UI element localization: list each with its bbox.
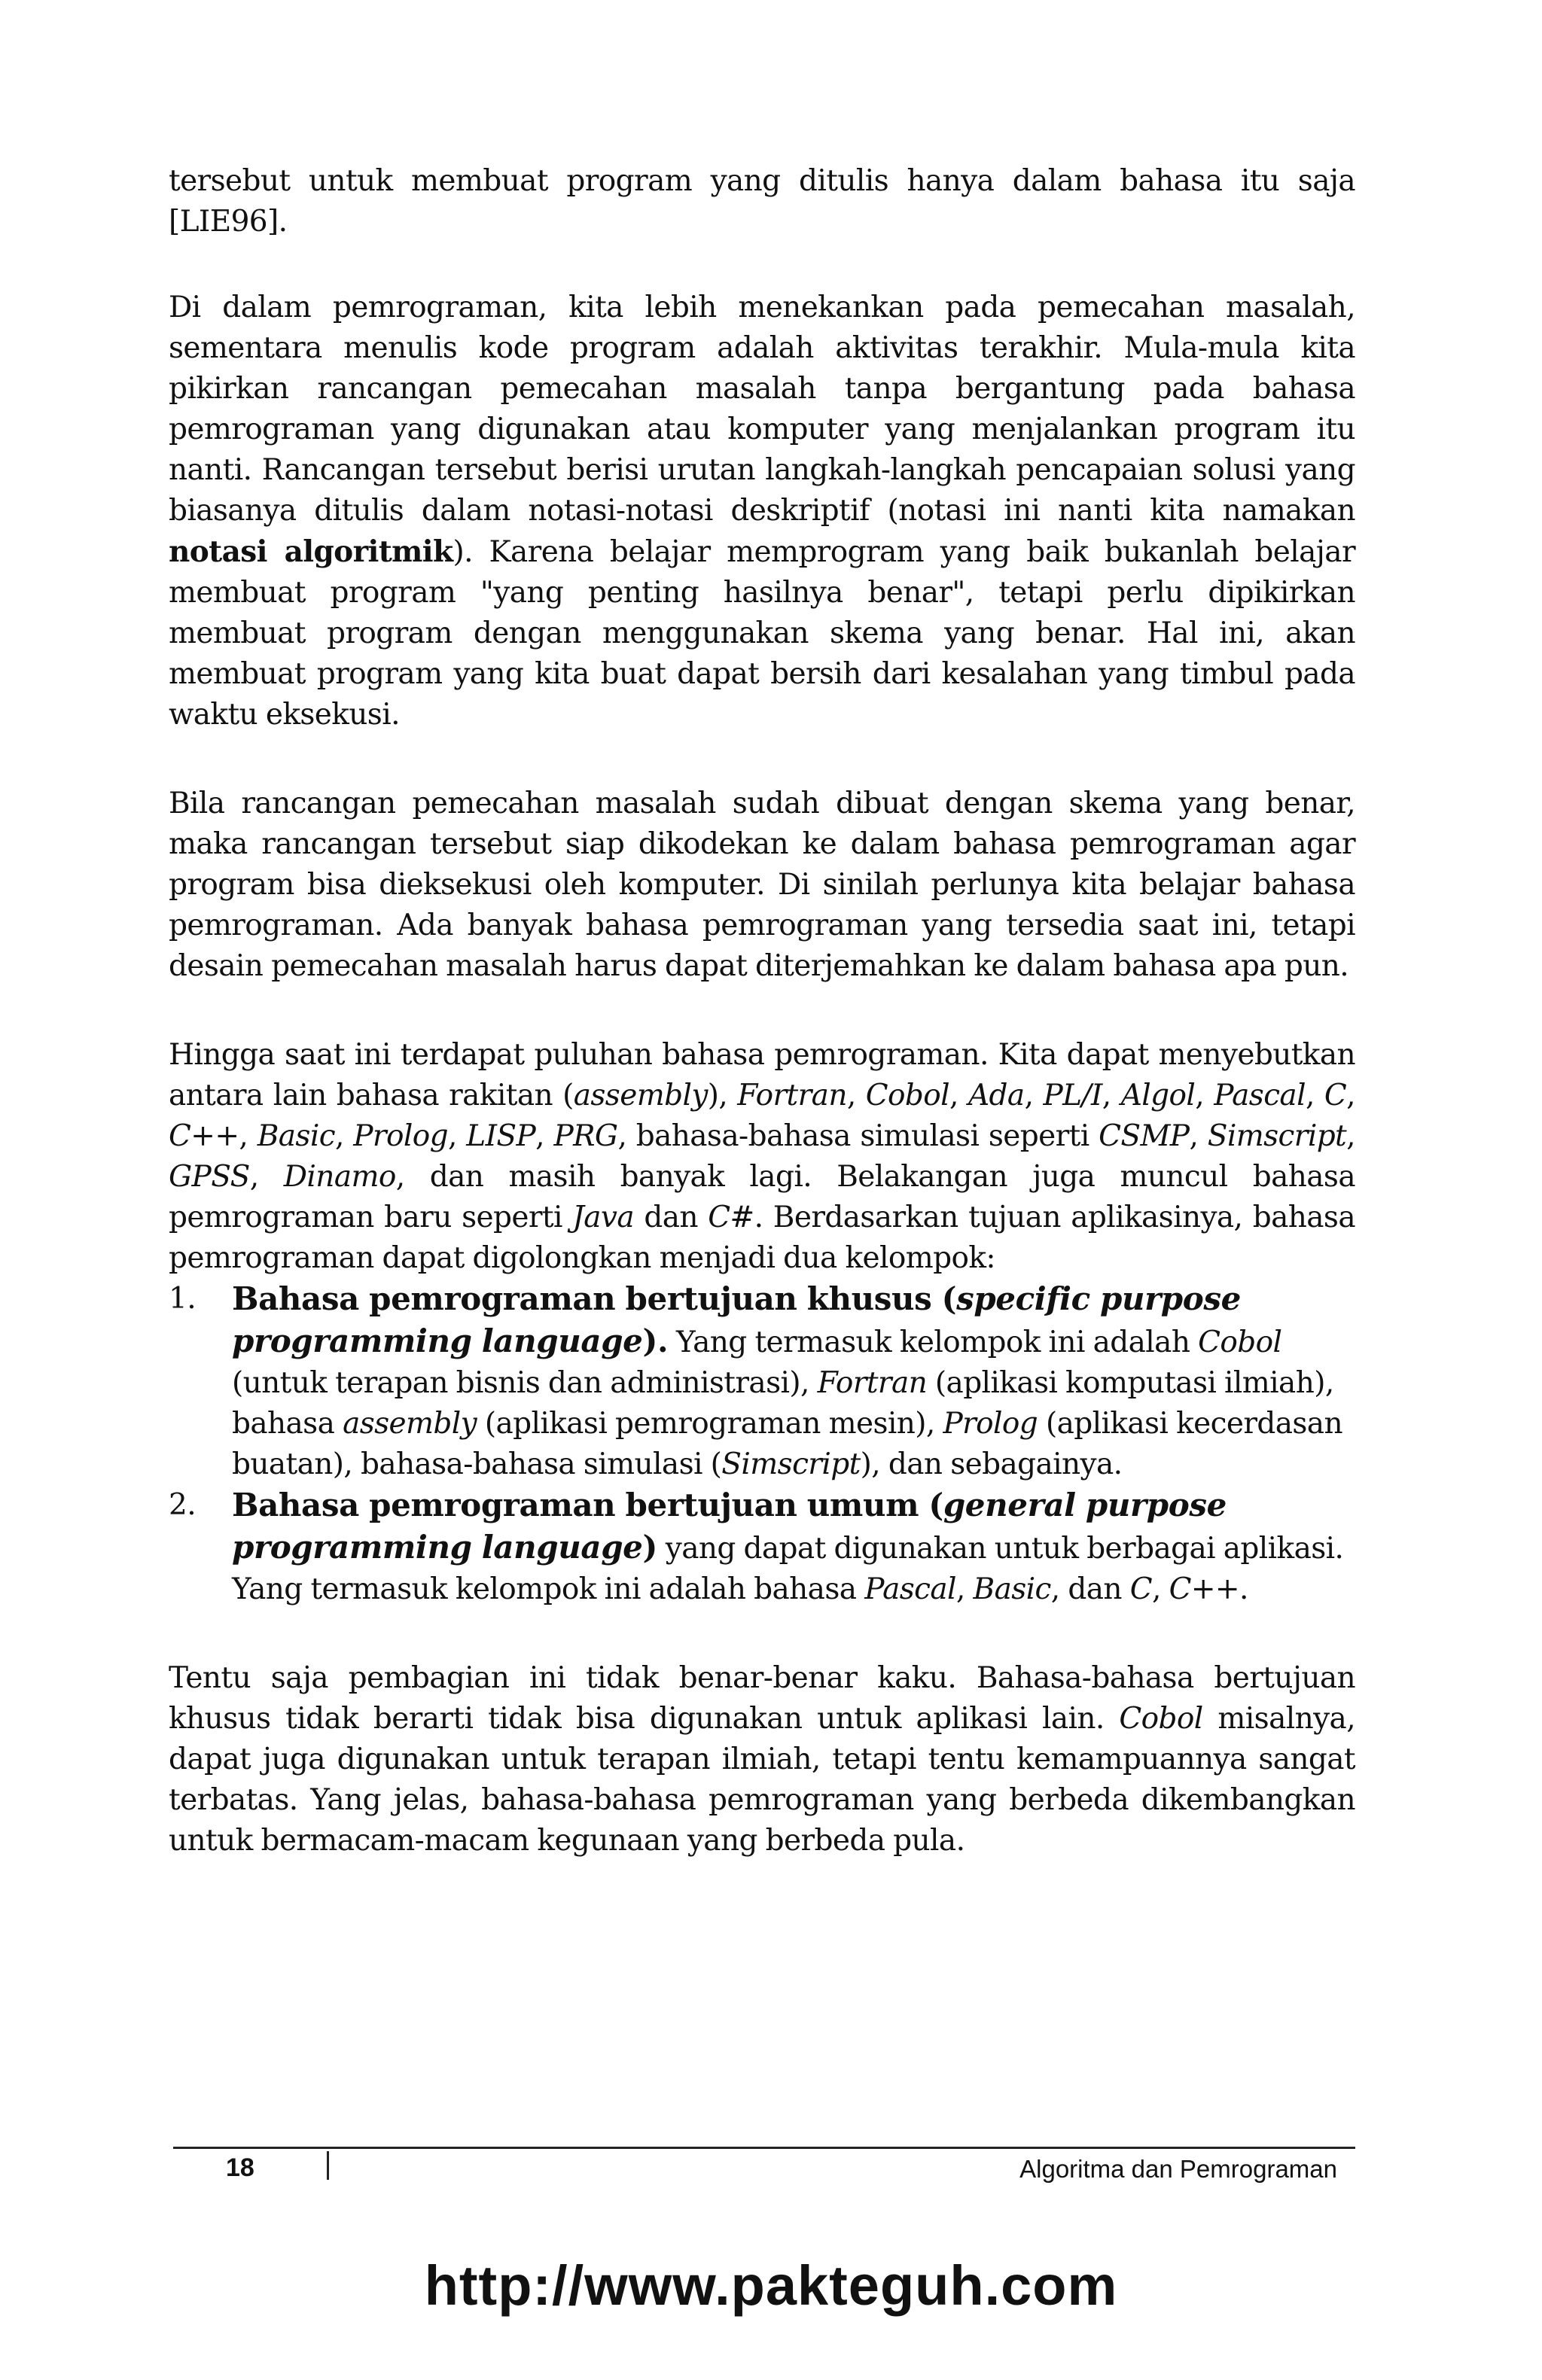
list-number: 2.: [169, 1488, 197, 1522]
watermark-url: http://www.pakteguh.com: [424, 2254, 1118, 2317]
list-heading: Bahasa pemrograman bertujuan umum (general purpose programming language): [232, 1487, 1227, 1566]
term-notasi-algoritmik: notasi algoritmik: [169, 534, 453, 569]
paragraph-intro-continuation: [169, 161, 1355, 242]
footer-separator: [327, 2151, 329, 2180]
paragraph-language-list: Hingga saat ini terdapat puluhan bahasa pemrograman. Kita dapat menyebutkan antara lain bahasa rakitan (assembly), Fortran, Cobol, Ada, PL/I, Algol, Pascal, C, C++, Basic, Prolog, LISP, PRG, bahasa-bahasa simulasi seperti CSMP, Simscript, GPSS, Dinamo, dan masih banyak lagi. Belakangan juga muncul bahasa pemrograman baru seperti Java dan C#. Berdasarkan tujuan aplikasinya, bahasa pemrograman dapat digolongkan menjadi dua kelompok:: [169, 1038, 1355, 1275]
paragraph-text: tersebut untuk membuat program yang ditulis hanya dalam bahasa itu saja [LIE96].: [169, 164, 1355, 239]
paragraph-text: Bila rancangan pemecahan masalah sudah dibuat dengan skema yang benar, maka rancangan tersebut siap dikodekan ke dalam bahasa pemrograman agar program bisa dieksekusi oleh komputer. Di sinilah perlunya kita belajar bahasa pemrograman. Ada banyak bahasa pemrograman yang tersedia saat ini, tetapi desain pemecahan masalah harus dapat diterjemahkan ke dalam bahasa apa pun.: [169, 787, 1355, 983]
list-heading: Bahasa pemrograman bertujuan khusus (specific purpose programming language).: [232, 1280, 1241, 1359]
list-item: 2. Bahasa pemrograman bertujuan umum (general purpose programming language) yang dapat digunakan untuk berbagai aplikasi. Yang termasuk kelompok ini adalah bahasa Pascal, Basic, dan C, C++.: [169, 1487, 1344, 1606]
list-number: 1.: [169, 1282, 197, 1316]
page-body: [169, 161, 1355, 1910]
paragraph-coding: [169, 784, 1355, 987]
page-number: 18: [226, 2153, 254, 2182]
language-category-list: [169, 1279, 1355, 1610]
footer-divider: [173, 2147, 1355, 2149]
paragraph-problem-solving: Di dalam pemrograman, kita lebih menekankan pada pemecahan masalah, sementara menulis kode program adalah aktivitas terakhir. Mula-mula kita pikirkan rancangan pemecahan masalah tanpa bergantung pada bahasa pemrograman yang digunakan atau komputer yang menjalankan program itu nanti. Rancangan tersebut berisi urutan langkah-langkah pencapaian solusi yang biasanya ditulis dalam notasi-notasi deskriptif (notasi ini nanti kita namakan notasi algoritmik). Karena belajar memprogram yang baik bukanlah belajar membuat program "yang penting hasilnya benar", tetapi perlu dipikirkan membuat program dengan menggunakan skema yang benar. Hal ini, akan membuat program yang kita buat dapat bersih dari kesalahan yang timbul pada waktu eksekusi.: [169, 291, 1355, 732]
list-item: 1. Bahasa pemrograman bertujuan khusus (specific purpose programming language). Yang termasuk kelompok ini adalah Cobol (untuk terapan bisnis dan administrasi), Fortran (aplikasi komputasi ilmiah), bahasa assembly (aplikasi pemrograman mesin), Prolog (aplikasi kecerdasan buatan), bahasa-bahasa simulasi (Simscript), dan sebagainya.: [169, 1280, 1342, 1481]
paragraph-conclusion: Tentu saja pembagian ini tidak benar-benar kaku. Bahasa-bahasa bertujuan khusus tidak berarti tidak bisa digunakan untuk aplikasi lain. Cobol misalnya, dapat juga digunakan untuk terapan ilmiah, tetapi tentu kemampuannya sangat terbatas. Yang jelas, bahasa-bahasa pemrograman yang berbeda dikembangkan untuk bermacam-macam kegunaan yang berbeda pula.: [169, 1661, 1355, 1858]
book-title: Algoritma dan Pemrograman: [1019, 2155, 1337, 2183]
